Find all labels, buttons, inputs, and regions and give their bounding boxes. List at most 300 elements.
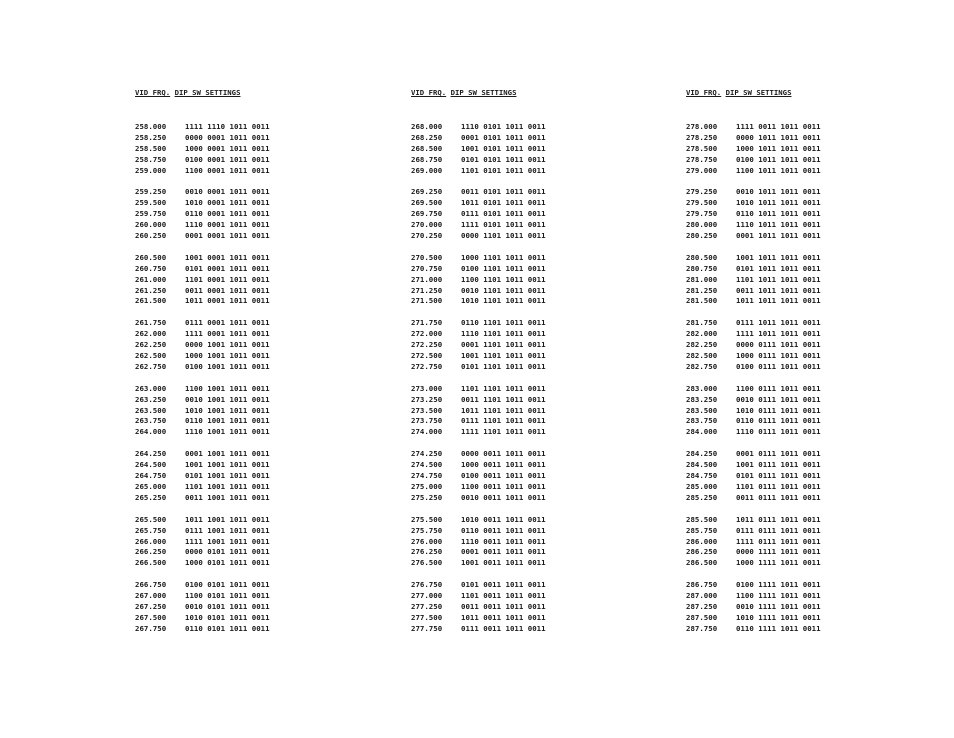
frequency-value: 266.250 — [135, 547, 167, 557]
dip-switch-setting: 0101 1011 1011 0011 — [736, 263, 821, 273]
table-row — [686, 416, 936, 427]
dip-switch-setting: 1110 1101 1011 0011 — [461, 329, 546, 339]
table-row — [686, 493, 936, 504]
dip-switch-setting: 1110 0101 1011 0011 — [461, 122, 546, 131]
dip-switch-setting: 1000 0111 1011 0011 — [736, 351, 821, 361]
table-row — [686, 231, 936, 242]
table-row — [411, 220, 661, 231]
frequency-value: 273.500 — [411, 405, 443, 415]
frequency-value: 268.250 — [411, 132, 443, 142]
table-row — [411, 515, 661, 526]
frequency-value: 265.500 — [135, 514, 167, 524]
dip-switch-setting: 1110 1001 1011 0011 — [185, 427, 270, 437]
table-row — [411, 231, 661, 242]
frequency-value: 285.500 — [686, 514, 718, 524]
frequency-value: 258.750 — [135, 154, 167, 164]
table-row — [411, 427, 661, 438]
table-row — [686, 155, 936, 166]
frequency-value: 282.500 — [686, 351, 718, 361]
table-row — [686, 384, 936, 395]
table-row — [411, 133, 661, 144]
dip-switch-setting: 0111 0101 1011 0011 — [461, 209, 546, 219]
table-row — [135, 166, 385, 177]
dip-switch-setting: 0011 0011 1011 0011 — [461, 601, 546, 611]
table-row — [411, 362, 661, 373]
frequency-value: 261.750 — [135, 318, 167, 328]
dip-switch-setting: 0111 1001 1011 0011 — [185, 525, 270, 535]
table-row — [686, 286, 936, 297]
dip-switch-setting: 0101 0101 1011 0011 — [461, 154, 546, 164]
frequency-value: 278.250 — [686, 132, 718, 142]
frequency-value: 272.500 — [411, 351, 443, 361]
row-group — [686, 187, 936, 241]
table-row — [135, 395, 385, 406]
table-row — [411, 482, 661, 493]
dip-switch-setting: 1000 0101 1011 0011 — [185, 558, 270, 568]
frequency-value: 273.250 — [411, 394, 443, 404]
row-groups — [686, 122, 936, 635]
dip-switch-setting: 1111 0101 1011 0011 — [461, 220, 546, 230]
settings-header: DIP SW SETTINGS — [450, 88, 517, 97]
frequency-value: 271.250 — [411, 285, 443, 295]
frequency-value: 280.750 — [686, 263, 718, 273]
row-group — [411, 122, 661, 176]
frequency-value: 270.500 — [411, 252, 443, 262]
frequency-value: 259.750 — [135, 209, 167, 219]
frequency-value: 261.500 — [135, 296, 167, 306]
dip-switch-setting: 1001 0001 1011 0011 — [185, 252, 270, 262]
dip-switch-setting: 0100 1011 1011 0011 — [736, 154, 821, 164]
table-row — [686, 275, 936, 286]
frequency-value: 271.500 — [411, 296, 443, 306]
table-row — [411, 449, 661, 460]
dip-switch-setting: 1111 1101 1011 0011 — [461, 427, 546, 437]
dip-switch-setting: 0111 0001 1011 0011 — [185, 318, 270, 328]
table-row — [411, 384, 661, 395]
frequency-value: 272.000 — [411, 329, 443, 339]
frequency-value: 274.750 — [411, 471, 443, 481]
table-row — [411, 144, 661, 155]
table-row — [686, 351, 936, 362]
table-row — [686, 624, 936, 635]
frequency-value: 265.250 — [135, 492, 167, 502]
frequency-value: 268.500 — [411, 143, 443, 153]
table-row — [135, 471, 385, 482]
table-row — [686, 482, 936, 493]
dip-switch-setting: 0110 0111 1011 0011 — [736, 416, 821, 426]
frequency-value: 263.500 — [135, 405, 167, 415]
frequency-value: 268.750 — [411, 154, 443, 164]
table-row — [686, 209, 936, 220]
frequency-value: 261.250 — [135, 285, 167, 295]
table-row — [135, 318, 385, 329]
table-row — [135, 580, 385, 591]
table-row — [686, 395, 936, 406]
row-group — [135, 580, 385, 634]
dip-switch-setting: 1100 0111 1011 0011 — [736, 383, 821, 393]
dip-switch-setting: 0011 1001 1011 0011 — [185, 492, 270, 502]
frequency-value: 273.750 — [411, 416, 443, 426]
frequency-value: 268.000 — [411, 122, 443, 131]
table-row — [686, 340, 936, 351]
frequency-value: 277.000 — [411, 591, 443, 601]
table-column-1 — [135, 87, 385, 635]
dip-switch-setting: 0110 1111 1011 0011 — [736, 623, 821, 633]
table-row — [411, 187, 661, 198]
table-row — [686, 547, 936, 558]
dip-switch-setting: 1111 0111 1011 0011 — [736, 536, 821, 546]
frequency-value: 262.500 — [135, 351, 167, 361]
frequency-value: 285.750 — [686, 525, 718, 535]
dip-switch-setting: 1011 1011 1011 0011 — [736, 296, 821, 306]
table-row — [686, 537, 936, 548]
table-row — [411, 340, 661, 351]
table-row — [135, 198, 385, 209]
dip-switch-setting: 1011 0101 1011 0011 — [461, 198, 546, 208]
table-row — [686, 526, 936, 537]
table-row — [135, 384, 385, 395]
frequency-value: 260.000 — [135, 220, 167, 230]
frequency-value: 265.750 — [135, 525, 167, 535]
frequency-value: 266.500 — [135, 558, 167, 568]
frequency-value: 262.750 — [135, 361, 167, 371]
table-row — [411, 416, 661, 427]
dip-switch-setting: 0011 1011 1011 0011 — [736, 285, 821, 295]
frequency-value: 260.750 — [135, 263, 167, 273]
dip-switch-setting: 1011 1101 1011 0011 — [461, 405, 546, 415]
dip-switch-setting: 0010 0101 1011 0011 — [185, 601, 270, 611]
dip-switch-setting: 1000 0001 1011 0011 — [185, 143, 270, 153]
dip-switch-setting: 1000 1011 1011 0011 — [736, 143, 821, 153]
frequency-value: 278.750 — [686, 154, 718, 164]
table-row — [411, 122, 661, 133]
dip-switch-setting: 0011 0101 1011 0011 — [461, 187, 546, 197]
dip-switch-setting: 1001 0011 1011 0011 — [461, 558, 546, 568]
dip-switch-setting: 1100 1101 1011 0011 — [461, 274, 546, 284]
table-row — [686, 515, 936, 526]
table-row — [686, 296, 936, 307]
dip-switch-setting: 0110 1101 1011 0011 — [461, 318, 546, 328]
row-group — [135, 187, 385, 241]
dip-switch-setting: 0110 0101 1011 0011 — [185, 623, 270, 633]
frequency-value: 287.250 — [686, 601, 718, 611]
table-row — [686, 362, 936, 373]
table-row — [135, 133, 385, 144]
dip-switch-setting: 1001 1011 1011 0011 — [736, 252, 821, 262]
frequency-value: 258.500 — [135, 143, 167, 153]
dip-switch-setting: 0010 1101 1011 0011 — [461, 285, 546, 295]
frequency-value: 285.250 — [686, 492, 718, 502]
dip-switch-setting: 0110 0011 1011 0011 — [461, 525, 546, 535]
row-group — [686, 580, 936, 634]
table-row — [135, 231, 385, 242]
frequency-value: 262.250 — [135, 340, 167, 350]
frequency-value: 266.000 — [135, 536, 167, 546]
table-row — [135, 526, 385, 537]
row-group — [135, 122, 385, 176]
frequency-value: 272.750 — [411, 361, 443, 371]
table-column-3 — [686, 87, 936, 635]
table-row — [135, 187, 385, 198]
table-row — [135, 209, 385, 220]
dip-switch-setting: 1010 1001 1011 0011 — [185, 405, 270, 415]
dip-switch-setting: 0000 0001 1011 0011 — [185, 132, 270, 142]
frequency-value: 267.750 — [135, 623, 167, 633]
dip-switch-setting: 0111 0011 1011 0011 — [461, 623, 546, 633]
frequency-value: 275.250 — [411, 492, 443, 502]
row-group — [686, 449, 936, 503]
table-row — [135, 253, 385, 264]
table-row — [135, 144, 385, 155]
table-row — [686, 220, 936, 231]
row-groups — [411, 122, 661, 635]
dip-switch-setting: 0100 1111 1011 0011 — [736, 580, 821, 590]
table-row — [686, 471, 936, 482]
frequency-value: 260.250 — [135, 231, 167, 241]
dip-switch-setting: 0101 0111 1011 0011 — [736, 471, 821, 481]
frequency-value: 258.000 — [135, 122, 167, 131]
dip-switch-setting: 1110 1011 1011 0011 — [736, 220, 821, 230]
frequency-value: 280.250 — [686, 231, 718, 241]
row-group — [686, 515, 936, 569]
frequency-value: 259.250 — [135, 187, 167, 197]
dip-switch-setting: 1001 0101 1011 0011 — [461, 143, 546, 153]
frequency-value: 263.250 — [135, 394, 167, 404]
frequency-value: 260.500 — [135, 252, 167, 262]
table-column-2 — [411, 87, 661, 635]
dip-switch-setting: 0000 1101 1011 0011 — [461, 231, 546, 241]
dip-switch-setting: 0010 1001 1011 0011 — [185, 394, 270, 404]
dip-switch-setting: 1110 0011 1011 0011 — [461, 536, 546, 546]
row-group — [135, 384, 385, 438]
table-row — [135, 602, 385, 613]
table-row — [135, 537, 385, 548]
frequency-value: 286.250 — [686, 547, 718, 557]
frequency-value: 267.500 — [135, 612, 167, 622]
dip-switch-setting: 1110 0111 1011 0011 — [736, 427, 821, 437]
dip-switch-setting: 0110 1011 1011 0011 — [736, 209, 821, 219]
frequency-value: 277.750 — [411, 623, 443, 633]
dip-switch-setting: 1111 0011 1011 0011 — [736, 122, 821, 131]
dip-switch-setting: 0010 0001 1011 0011 — [185, 187, 270, 197]
row-groups — [135, 122, 385, 635]
dip-switch-setting: 1111 0001 1011 0011 — [185, 329, 270, 339]
table-row — [686, 166, 936, 177]
dip-switch-setting: 1010 0111 1011 0011 — [736, 405, 821, 415]
frequency-value: 267.250 — [135, 601, 167, 611]
table-row — [686, 133, 936, 144]
row-group — [411, 187, 661, 241]
column-header — [135, 87, 385, 98]
settings-header: DIP SW SETTINGS — [725, 88, 792, 97]
column-header — [686, 87, 936, 98]
dip-switch-setting: 0100 0111 1011 0011 — [736, 361, 821, 371]
table-row — [135, 264, 385, 275]
dip-switch-setting: 1000 0011 1011 0011 — [461, 460, 546, 470]
dip-switch-setting: 1101 0011 1011 0011 — [461, 591, 546, 601]
dip-switch-setting: 0101 1001 1011 0011 — [185, 471, 270, 481]
table-row — [411, 493, 661, 504]
frequency-value: 283.000 — [686, 383, 718, 393]
dip-switch-setting: 1001 0111 1011 0011 — [736, 460, 821, 470]
frequency-value: 281.500 — [686, 296, 718, 306]
frequency-value: 275.000 — [411, 481, 443, 491]
row-group — [686, 122, 936, 176]
table-row — [411, 558, 661, 569]
frequency-value: 280.000 — [686, 220, 718, 230]
frequency-value: 274.000 — [411, 427, 443, 437]
dip-switch-setting: 1000 1111 1011 0011 — [736, 558, 821, 568]
frequency-value: 274.250 — [411, 449, 443, 459]
dip-switch-setting: 0010 1111 1011 0011 — [736, 601, 821, 611]
dip-switch-setting: 1010 0001 1011 0011 — [185, 198, 270, 208]
table-row — [135, 406, 385, 417]
table-row — [135, 329, 385, 340]
frequency-value: 264.250 — [135, 449, 167, 459]
table-row — [411, 613, 661, 624]
dip-switch-setting: 1100 1011 1011 0011 — [736, 165, 821, 175]
frequency-value: 269.750 — [411, 209, 443, 219]
table-row — [686, 264, 936, 275]
table-row — [135, 613, 385, 624]
table-row — [686, 591, 936, 602]
dip-switch-setting: 0001 0011 1011 0011 — [461, 547, 546, 557]
frequency-value: 286.000 — [686, 536, 718, 546]
frequency-value: 279.250 — [686, 187, 718, 197]
dip-switch-setting: 0001 0111 1011 0011 — [736, 449, 821, 459]
frequency-value: 275.500 — [411, 514, 443, 524]
table-row — [686, 449, 936, 460]
dip-switch-setting: 1101 0101 1011 0011 — [461, 165, 546, 175]
dip-switch-setting: 1010 1101 1011 0011 — [461, 296, 546, 306]
dip-switch-setting: 1000 1001 1011 0011 — [185, 351, 270, 361]
table-row — [411, 264, 661, 275]
table-row — [135, 351, 385, 362]
frequency-value: 272.250 — [411, 340, 443, 350]
dip-switch-setting: 1010 0011 1011 0011 — [461, 514, 546, 524]
frequency-value: 274.500 — [411, 460, 443, 470]
frequency-value: 281.000 — [686, 274, 718, 284]
frequency-value: 264.750 — [135, 471, 167, 481]
table-row — [135, 624, 385, 635]
table-row — [135, 515, 385, 526]
frequency-value: 284.000 — [686, 427, 718, 437]
table-row — [411, 318, 661, 329]
dip-switch-setting: 0001 1011 1011 0011 — [736, 231, 821, 241]
dip-switch-setting: 0111 1011 1011 0011 — [736, 318, 821, 328]
frequency-value: 280.500 — [686, 252, 718, 262]
dip-switch-setting: 0000 0101 1011 0011 — [185, 547, 270, 557]
frequency-value: 271.750 — [411, 318, 443, 328]
table-row — [411, 329, 661, 340]
table-row — [135, 482, 385, 493]
row-group — [686, 384, 936, 438]
row-group — [686, 318, 936, 372]
dip-switch-setting: 1111 1011 1011 0011 — [736, 329, 821, 339]
dip-switch-setting: 1100 1001 1011 0011 — [185, 383, 270, 393]
dip-switch-setting: 0101 1101 1011 0011 — [461, 361, 546, 371]
dip-switch-setting: 1111 1001 1011 0011 — [185, 536, 270, 546]
frequency-value: 270.000 — [411, 220, 443, 230]
frequency-value: 281.750 — [686, 318, 718, 328]
frequency-value: 267.000 — [135, 591, 167, 601]
freq-header: VID FRQ. — [686, 88, 722, 97]
table-row — [411, 471, 661, 482]
table-row — [411, 198, 661, 209]
settings-header: DIP SW SETTINGS — [174, 88, 241, 97]
dip-switch-setting: 0001 1101 1011 0011 — [461, 340, 546, 350]
frequency-value: 273.000 — [411, 383, 443, 393]
dip-switch-setting: 0100 1001 1011 0011 — [185, 361, 270, 371]
table-row — [411, 155, 661, 166]
row-group — [411, 318, 661, 372]
frequency-value: 262.000 — [135, 329, 167, 339]
table-row — [686, 122, 936, 133]
dip-switch-setting: 0010 0111 1011 0011 — [736, 394, 821, 404]
row-group — [411, 515, 661, 569]
row-group — [411, 253, 661, 307]
dip-switch-setting: 1011 0011 1011 0011 — [461, 612, 546, 622]
table-row — [686, 253, 936, 264]
table-row — [135, 340, 385, 351]
dip-switch-setting: 0100 1101 1011 0011 — [461, 263, 546, 273]
table-row — [686, 580, 936, 591]
table-row — [411, 209, 661, 220]
dip-switch-setting: 1100 1111 1011 0011 — [736, 591, 821, 601]
dip-switch-setting: 1101 0001 1011 0011 — [185, 274, 270, 284]
frequency-value: 283.500 — [686, 405, 718, 415]
dip-switch-setting: 0011 0001 1011 0011 — [185, 285, 270, 295]
frequency-value: 264.000 — [135, 427, 167, 437]
table-row — [411, 395, 661, 406]
table-row — [686, 602, 936, 613]
frequency-value: 283.750 — [686, 416, 718, 426]
dip-switch-setting: 1111 1110 1011 0011 — [185, 122, 270, 131]
frequency-value: 286.750 — [686, 580, 718, 590]
freq-header: VID FRQ. — [411, 88, 447, 97]
dip-switch-setting: 0111 1101 1011 0011 — [461, 416, 546, 426]
frequency-value: 269.000 — [411, 165, 443, 175]
dip-switch-setting: 0011 1101 1011 0011 — [461, 394, 546, 404]
frequency-value: 281.250 — [686, 285, 718, 295]
frequency-value: 282.250 — [686, 340, 718, 350]
table-row — [135, 547, 385, 558]
table-row — [135, 449, 385, 460]
dip-switch-setting: 0100 0101 1011 0011 — [185, 580, 270, 590]
table-row — [135, 275, 385, 286]
dip-switch-setting: 1100 0001 1011 0011 — [185, 165, 270, 175]
table-row — [135, 220, 385, 231]
frequency-value: 271.000 — [411, 274, 443, 284]
table-row — [135, 416, 385, 427]
table-row — [411, 275, 661, 286]
frequency-value: 283.250 — [686, 394, 718, 404]
dip-switch-setting: 0001 0101 1011 0011 — [461, 132, 546, 142]
table-row — [411, 602, 661, 613]
frequency-value: 287.750 — [686, 623, 718, 633]
dip-switch-setting: 0110 1001 1011 0011 — [185, 416, 270, 426]
frequency-value: 279.500 — [686, 198, 718, 208]
dip-switch-setting: 0000 1001 1011 0011 — [185, 340, 270, 350]
frequency-value: 263.750 — [135, 416, 167, 426]
dip-switch-setting: 1011 0001 1011 0011 — [185, 296, 270, 306]
table-row — [135, 493, 385, 504]
row-group — [135, 449, 385, 503]
frequency-value: 276.000 — [411, 536, 443, 546]
frequency-value: 275.750 — [411, 525, 443, 535]
dip-switch-setting: 1011 0111 1011 0011 — [736, 514, 821, 524]
frequency-value: 284.250 — [686, 449, 718, 459]
